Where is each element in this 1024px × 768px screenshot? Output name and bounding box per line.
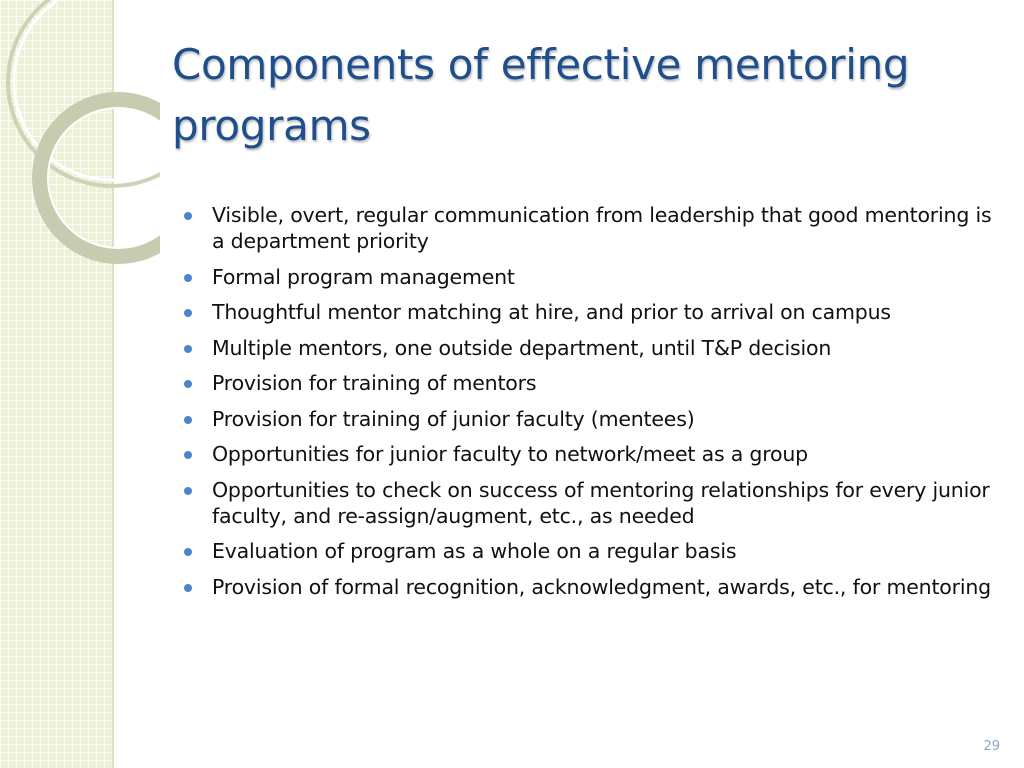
list-item-text: Opportunities to check on success of mentoring relationships for every junior faculty, and re-assign/augment, etc., as needed — [212, 477, 990, 528]
list-item — [184, 441, 994, 467]
list-item-text: Opportunities for junior faculty to network/meet as a group — [212, 442, 808, 466]
list-item — [184, 406, 994, 432]
slide-title: Components of effective mentoring programs — [172, 40, 910, 150]
bullet-icon — [184, 380, 192, 388]
list-item — [184, 370, 994, 396]
page-number: 29 — [983, 739, 1000, 754]
bullet-list — [184, 202, 994, 609]
bullet-icon — [184, 416, 192, 424]
bullet-icon — [184, 451, 192, 459]
bullet-icon — [184, 584, 192, 592]
list-item-text: Provision for training of junior faculty (mentees) — [212, 406, 695, 431]
list-item — [184, 299, 994, 325]
list-item — [184, 538, 994, 564]
list-item-text: Visible, overt, regular communication from leadership that good mentoring is a department priority — [212, 203, 992, 253]
list-item-text: Formal program management — [212, 264, 515, 289]
decorative-circles — [0, 0, 160, 300]
bullet-icon — [184, 548, 192, 556]
bullet-icon — [184, 487, 192, 495]
list-item — [184, 202, 994, 254]
list-item-text: Provision for training of mentors — [212, 371, 537, 395]
list-item — [184, 574, 994, 600]
list-item-text: Evaluation of program as a whole on a regular basis — [212, 539, 737, 563]
list-item-text: Multiple mentors, one outside department, until T&P decision — [212, 335, 832, 360]
bullet-icon — [184, 345, 192, 353]
bullet-icon — [184, 274, 192, 282]
bullet-icon — [184, 212, 192, 220]
bullet-icon — [184, 309, 192, 317]
list-item — [184, 477, 994, 529]
list-item — [184, 264, 994, 290]
list-item-text: Thoughtful mentor matching at hire, and prior to arrival on campus — [212, 300, 891, 324]
list-item-text: Provision of formal recognition, acknowledgment, awards, etc., for mentoring — [212, 574, 991, 599]
list-item — [184, 335, 994, 361]
